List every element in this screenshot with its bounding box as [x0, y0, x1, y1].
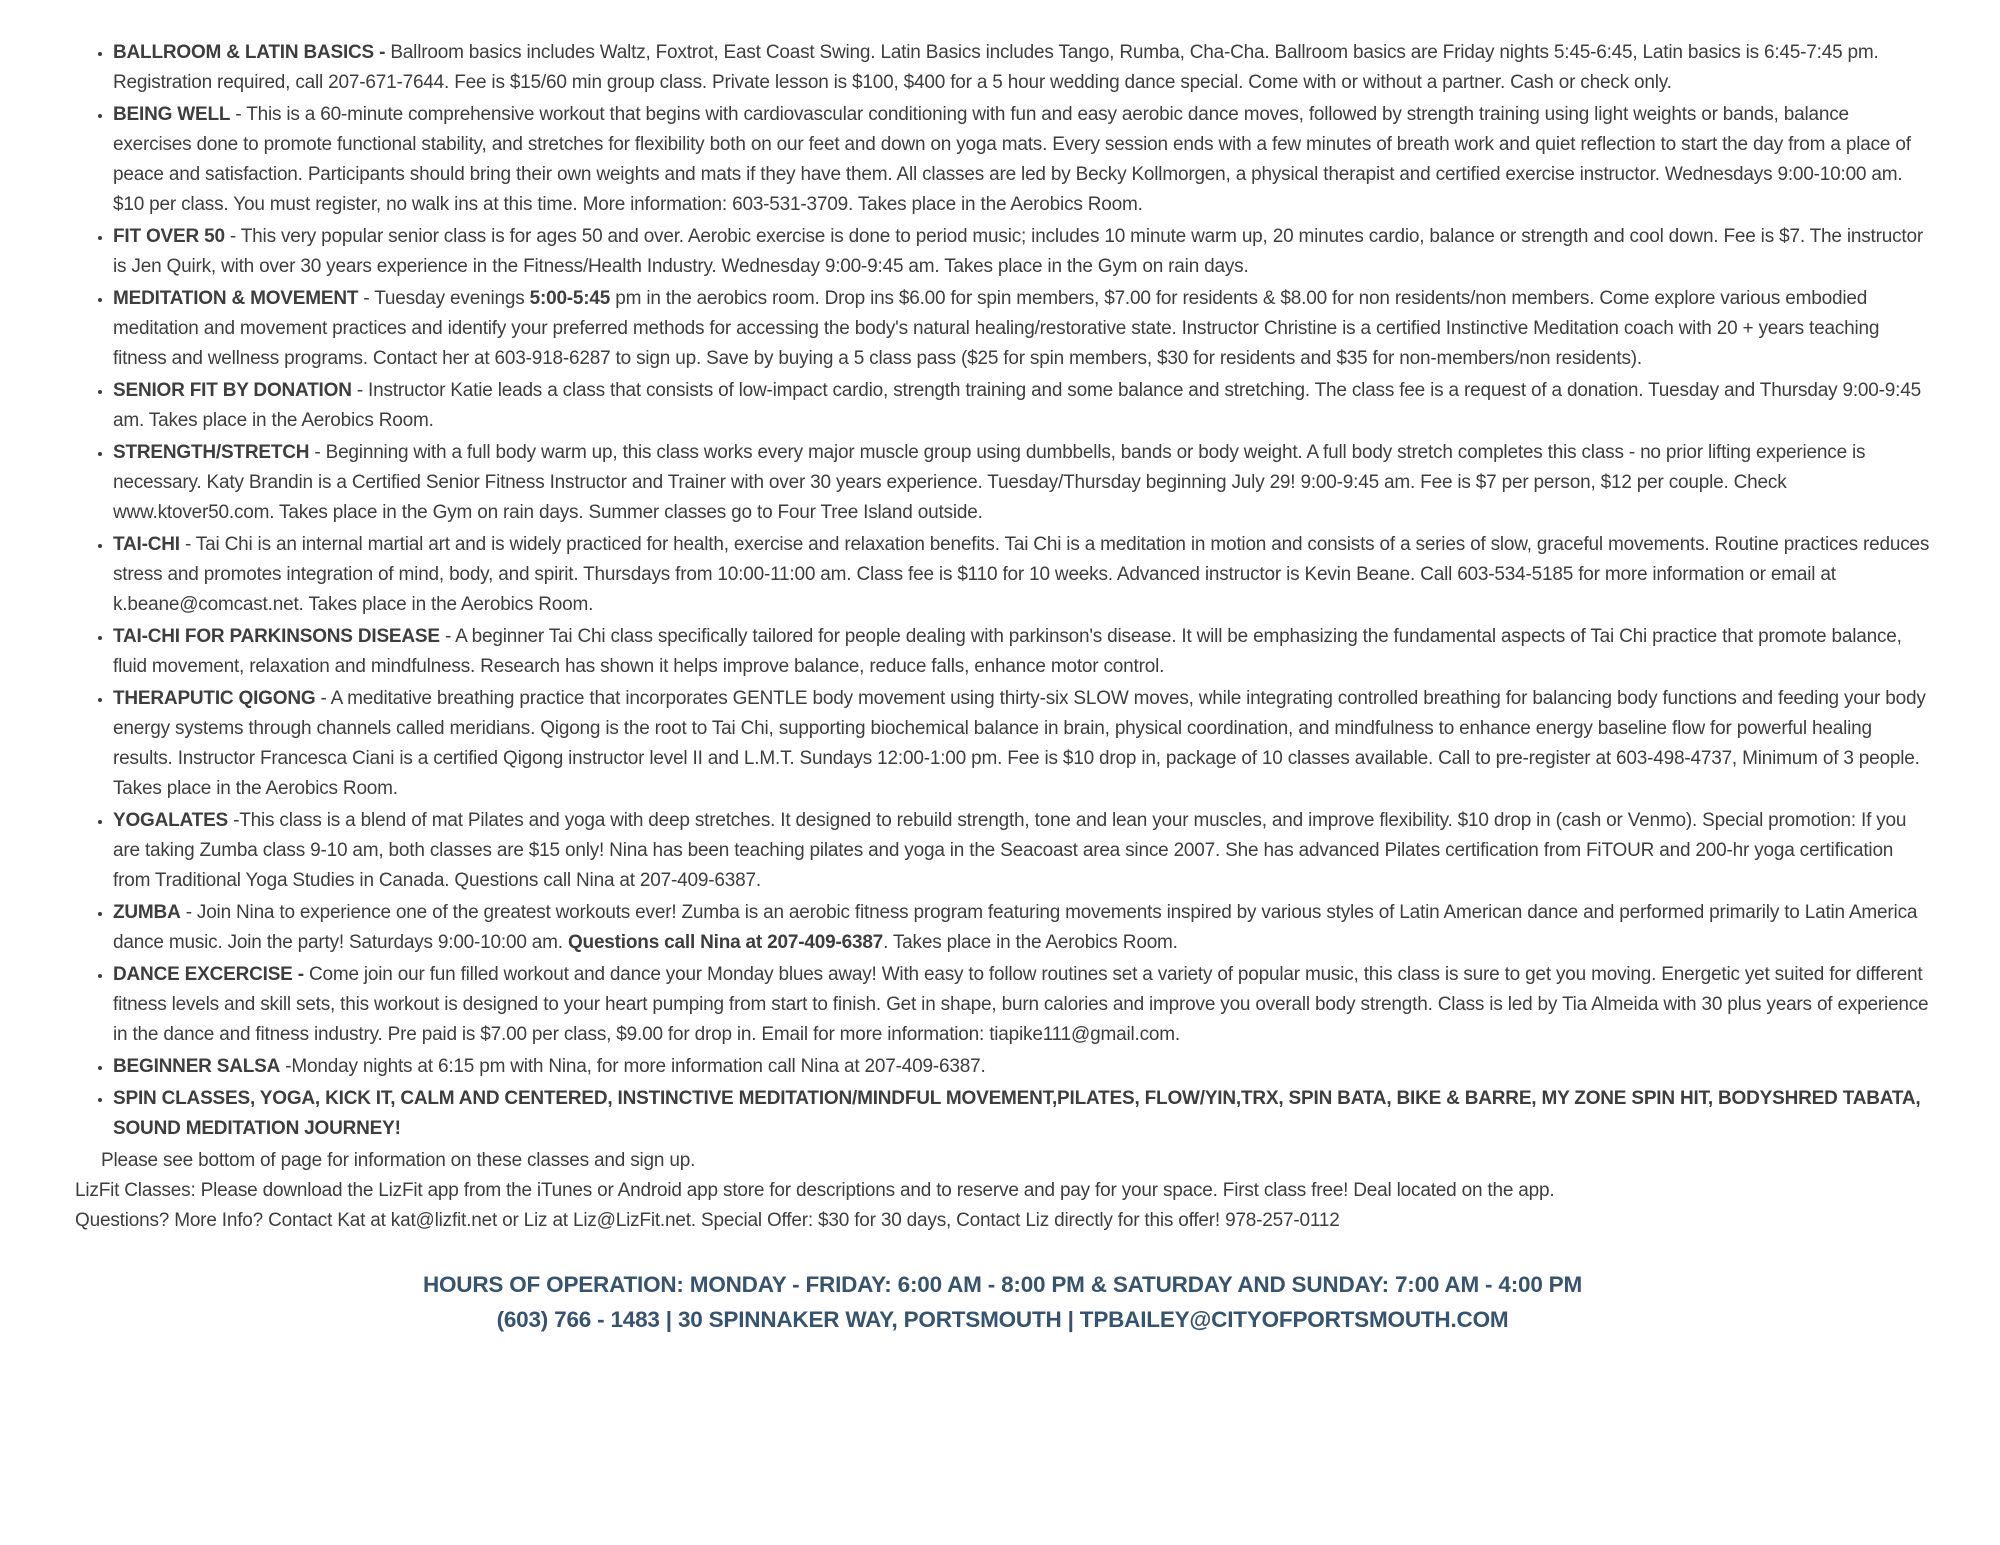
class-item-bold-text: 5:00-5:45	[529, 288, 611, 309]
class-item-text: pm in the aerobics room. Drop ins $6.00 for spin members, $7.00 for residents & $8.00 for non residents/non members. Come explore various embodied meditation and movement practices and identify your preferred methods for accessing the body's natural healing/restorative state. Instructor Christine is a certified Instinctive Meditation coach with 20 + years teaching fitness and wellness programs. Contact her at 603-918-6287 to sign up. Save by buying a 5 class pass ($25 for spin members, $30 for residents and $35 for non-members/non residents).	[113, 288, 1880, 369]
class-item-bold-text: FIT OVER 50	[113, 226, 225, 247]
class-item-text: - Tuesday evenings	[358, 288, 530, 309]
footer-contact: (603) 766 - 1483 | 30 SPINNAKER WAY, PORTSMOUTH | TPBAILEY@CITYOFPORTSMOUTH.COM	[496, 1307, 1509, 1332]
class-item-text: - A meditative breathing practice that incorporates GENTLE body movement using thirty-six SLOW moves, while integrating controlled breathing for balancing body functions and feeding your body energy systems through channels called meridians. Qigong is the root to Tai Chi, supporting biochemical balance in brain, physical coordination, and mindfulness to enhance energy baseline flow for powerful healing results. Instructor Francesca Ciani is a certified Qigong instructor level II and L.M.T. Sundays 12:00-1:00 pm. Fee is $10 drop in, package of 10 classes available. Call to pre-register at 603-498-4737, Minimum of 3 people. Takes place in the Aerobics Room.	[113, 688, 1926, 799]
class-item-text: . Takes place in the Aerobics Room.	[883, 932, 1178, 953]
class-item-bold-text: SENIOR FIT BY DONATION	[113, 380, 352, 401]
class-item	[113, 38, 1930, 98]
class-item	[113, 100, 1930, 220]
class-item	[113, 376, 1930, 436]
class-item-text: - Instructor Katie leads a class that consists of low-impact cardio, strength training and some balance and stretching. The class fee is a request of a donation. Tuesday and Thursday 9:00-9:45 am. Takes place in the Aerobics Room.	[113, 380, 1921, 431]
see-bottom-note: Please see bottom of page for information on these classes and sign up.	[101, 1150, 696, 1171]
class-item	[113, 960, 1930, 1050]
class-item-bold-text: THERAPUTIC QIGONG	[113, 688, 316, 709]
class-item	[113, 530, 1930, 620]
class-item-bold-text: Questions call Nina at 207-409-6387	[567, 932, 884, 953]
class-item-bold-text: STRENGTH/STRETCH	[113, 442, 310, 463]
class-item	[113, 222, 1930, 282]
class-item-text: -This class is a blend of mat Pilates and yoga with deep stretches. It designed to rebuild strength, tone and lean your muscles, and improve flexibility. $10 drop in (cash or Venmo). Special promotion: If you are taking Zumba class 9-10 am, both classes are $15 only! Nina has been teaching pilates and yoga in the Seacoast area since 2007. She has advanced Pilates certification from FiTOUR and 200-hr yoga certification from Traditional Yoga Studies in Canada. Questions call Nina at 207-409-6387.	[113, 810, 1907, 891]
class-item	[113, 898, 1930, 958]
class-item	[113, 684, 1930, 804]
class-item-text: - Tai Chi is an internal martial art and is widely practiced for health, exercise and relaxation benefits. Tai Chi is a meditation in motion and consists of a series of slow, graceful movements. Routine practices reduces stress and promotes integration of mind, body, and spirit. Thursdays from 10:00-11:00 am. Class fee is $110 for 10 weeks. Advanced instructor is Kevin Beane. Call 603-534-5185 for more information or email at k.beane@comcast.net. Takes place in the Aerobics Room.	[113, 534, 1930, 615]
class-item-bold-text: TAI-CHI FOR PARKINSONS DISEASE	[113, 626, 440, 647]
class-item	[113, 438, 1930, 528]
class-item-bold-text: BALLROOM & LATIN BASICS -	[113, 42, 391, 63]
class-item-bold-text: TAI-CHI	[113, 534, 180, 555]
class-item-bold-text: BEING WELL	[113, 104, 231, 125]
lizfit-contact-line: Questions? More Info? Contact Kat at kat@lizfit.net or Liz at Liz@LizFit.net. Special Offer: $30 for 30 days, Contact Liz directly for this offer! 978-257-0112	[75, 1210, 1340, 1231]
class-item-text: - Beginning with a full body warm up, this class works every major muscle group using dumbbells, bands or body weight. A full body stretch completes this class - no prior lifting experience is necessary. Katy Brandin is a Certified Senior Fitness Instructor and Trainer with over 30 years experience. Tuesday/Thursday beginning July 29! 9:00-9:45 am. Fee is $7 per person, $12 per couple. Check www.ktover50.com. Takes place in the Gym on rain days. Summer classes go to Four Tree Island outside.	[113, 442, 1866, 523]
class-item-bold-text: DANCE EXCERCISE -	[113, 964, 309, 985]
class-item	[113, 622, 1930, 682]
class-item-bold-text: MEDITATION & MOVEMENT	[113, 288, 359, 309]
class-list	[75, 38, 1930, 1144]
class-item-text: - A beginner Tai Chi class specifically tailored for people dealing with parkinson's disease. It will be emphasizing the fundamental aspects of Tai Chi practice that promote balance, fluid movement, relaxation and mindfulness. Research has shown it helps improve balance, reduce falls, enhance motor control.	[113, 626, 1902, 677]
class-item-text: - This is a 60-minute comprehensive workout that begins with cardiovascular conditioning with fun and easy aerobic dance moves, followed by strength training using light weights or bands, balance exercises done to promote functional stability, and stretches for flexibility both on our feet and down on yoga mats. Every session ends with a few minutes of breath work and quiet reflection to start the day from a place of peace and satisfaction. Participants should bring their own weights and mats if they have them. All classes are led by Becky Kollmorgen, a physical therapist and certified exercise instructor. Wednesdays 9:00-10:00 am. $10 per class. You must register, no walk ins at this time. More information: 603-531-3709. Takes place in the Aerobics Room.	[113, 104, 1911, 215]
class-item-bold-text: SPIN CLASSES, YOGA, KICK IT, CALM AND CENTERED, INSTINCTIVE MEDITATION/MINDFUL MOVEMENT,PILATES, FLOW/YIN,TRX, SPIN BATA, BIKE & BARRE, MY ZONE SPIN HIT, BODYSHRED TABATA, SOUND MEDITATION JOURNEY!	[113, 1088, 1921, 1139]
class-item-text: Ballroom basics includes Waltz, Foxtrot, East Coast Swing. Latin Basics includes Tango, Rumba, Cha-Cha. Ballroom basics are Friday nights 5:45-6:45, Latin basics is 6:45-7:45 pm. Registration required, call 207-671-7644. Fee is $15/60 min group class. Private lesson is $100, $400 for a 5 hour wedding dance special. Come with or without a partner. Cash or check only.	[113, 42, 1879, 93]
class-item-text: - Join Nina to experience one of the greatest workouts ever! Zumba is an aerobic fitness program featuring movements inspired by various styles of Latin American dance and performed primarily to Latin America dance music. Join the party! Saturdays 9:00-10:00 am.	[113, 902, 1918, 953]
lizfit-info-line: LizFit Classes: Please download the LizFit app from the iTunes or Android app store for descriptions and to reserve and pay for your space. First class free! Deal located on the app.	[75, 1180, 1555, 1201]
class-item-text: - This very popular senior class is for ages 50 and over. Aerobic exercise is done to period music; includes 10 minute warm up, 20 minutes cardio, balance or strength and cool down. Fee is $7. The instructor is Jen Quirk, with over 30 years experience in the Fitness/Health Industry. Wednesday 9:00-9:45 am. Takes place in the Gym on rain days.	[113, 226, 1923, 277]
class-item	[113, 806, 1930, 896]
class-item	[113, 1052, 1930, 1082]
footer	[75, 1268, 1930, 1338]
class-item	[113, 1084, 1930, 1144]
class-item	[113, 284, 1930, 374]
class-item-text: Come join our fun filled workout and dance your Monday blues away! With easy to follow routines set a variety of popular music, this class is sure to get you moving. Energetic yet suited for different fitness levels and skill sets, this workout is designed to your heart pumping from start to finish. Get in shape, burn calories and improve you overall body strength. Class is led by Tia Almeida with 30 plus years of experience in the dance and fitness industry. Pre paid is $7.00 per class, $9.00 for drop in. Email for more information: tiapike111@gmail.com.	[113, 964, 1929, 1045]
class-item-bold-text: ZUMBA	[113, 902, 181, 923]
class-item-bold-text: BEGINNER SALSA	[113, 1056, 281, 1077]
hours-of-operation: HOURS OF OPERATION: MONDAY - FRIDAY: 6:00 AM - 8:00 PM & SATURDAY AND SUNDAY: 7:00 AM - 4:00 PM	[422, 1272, 1583, 1297]
class-item-bold-text: YOGALATES	[113, 810, 229, 831]
class-item-text: -Monday nights at 6:15 pm with Nina, for more information call Nina at 207-409-6387.	[280, 1056, 986, 1077]
